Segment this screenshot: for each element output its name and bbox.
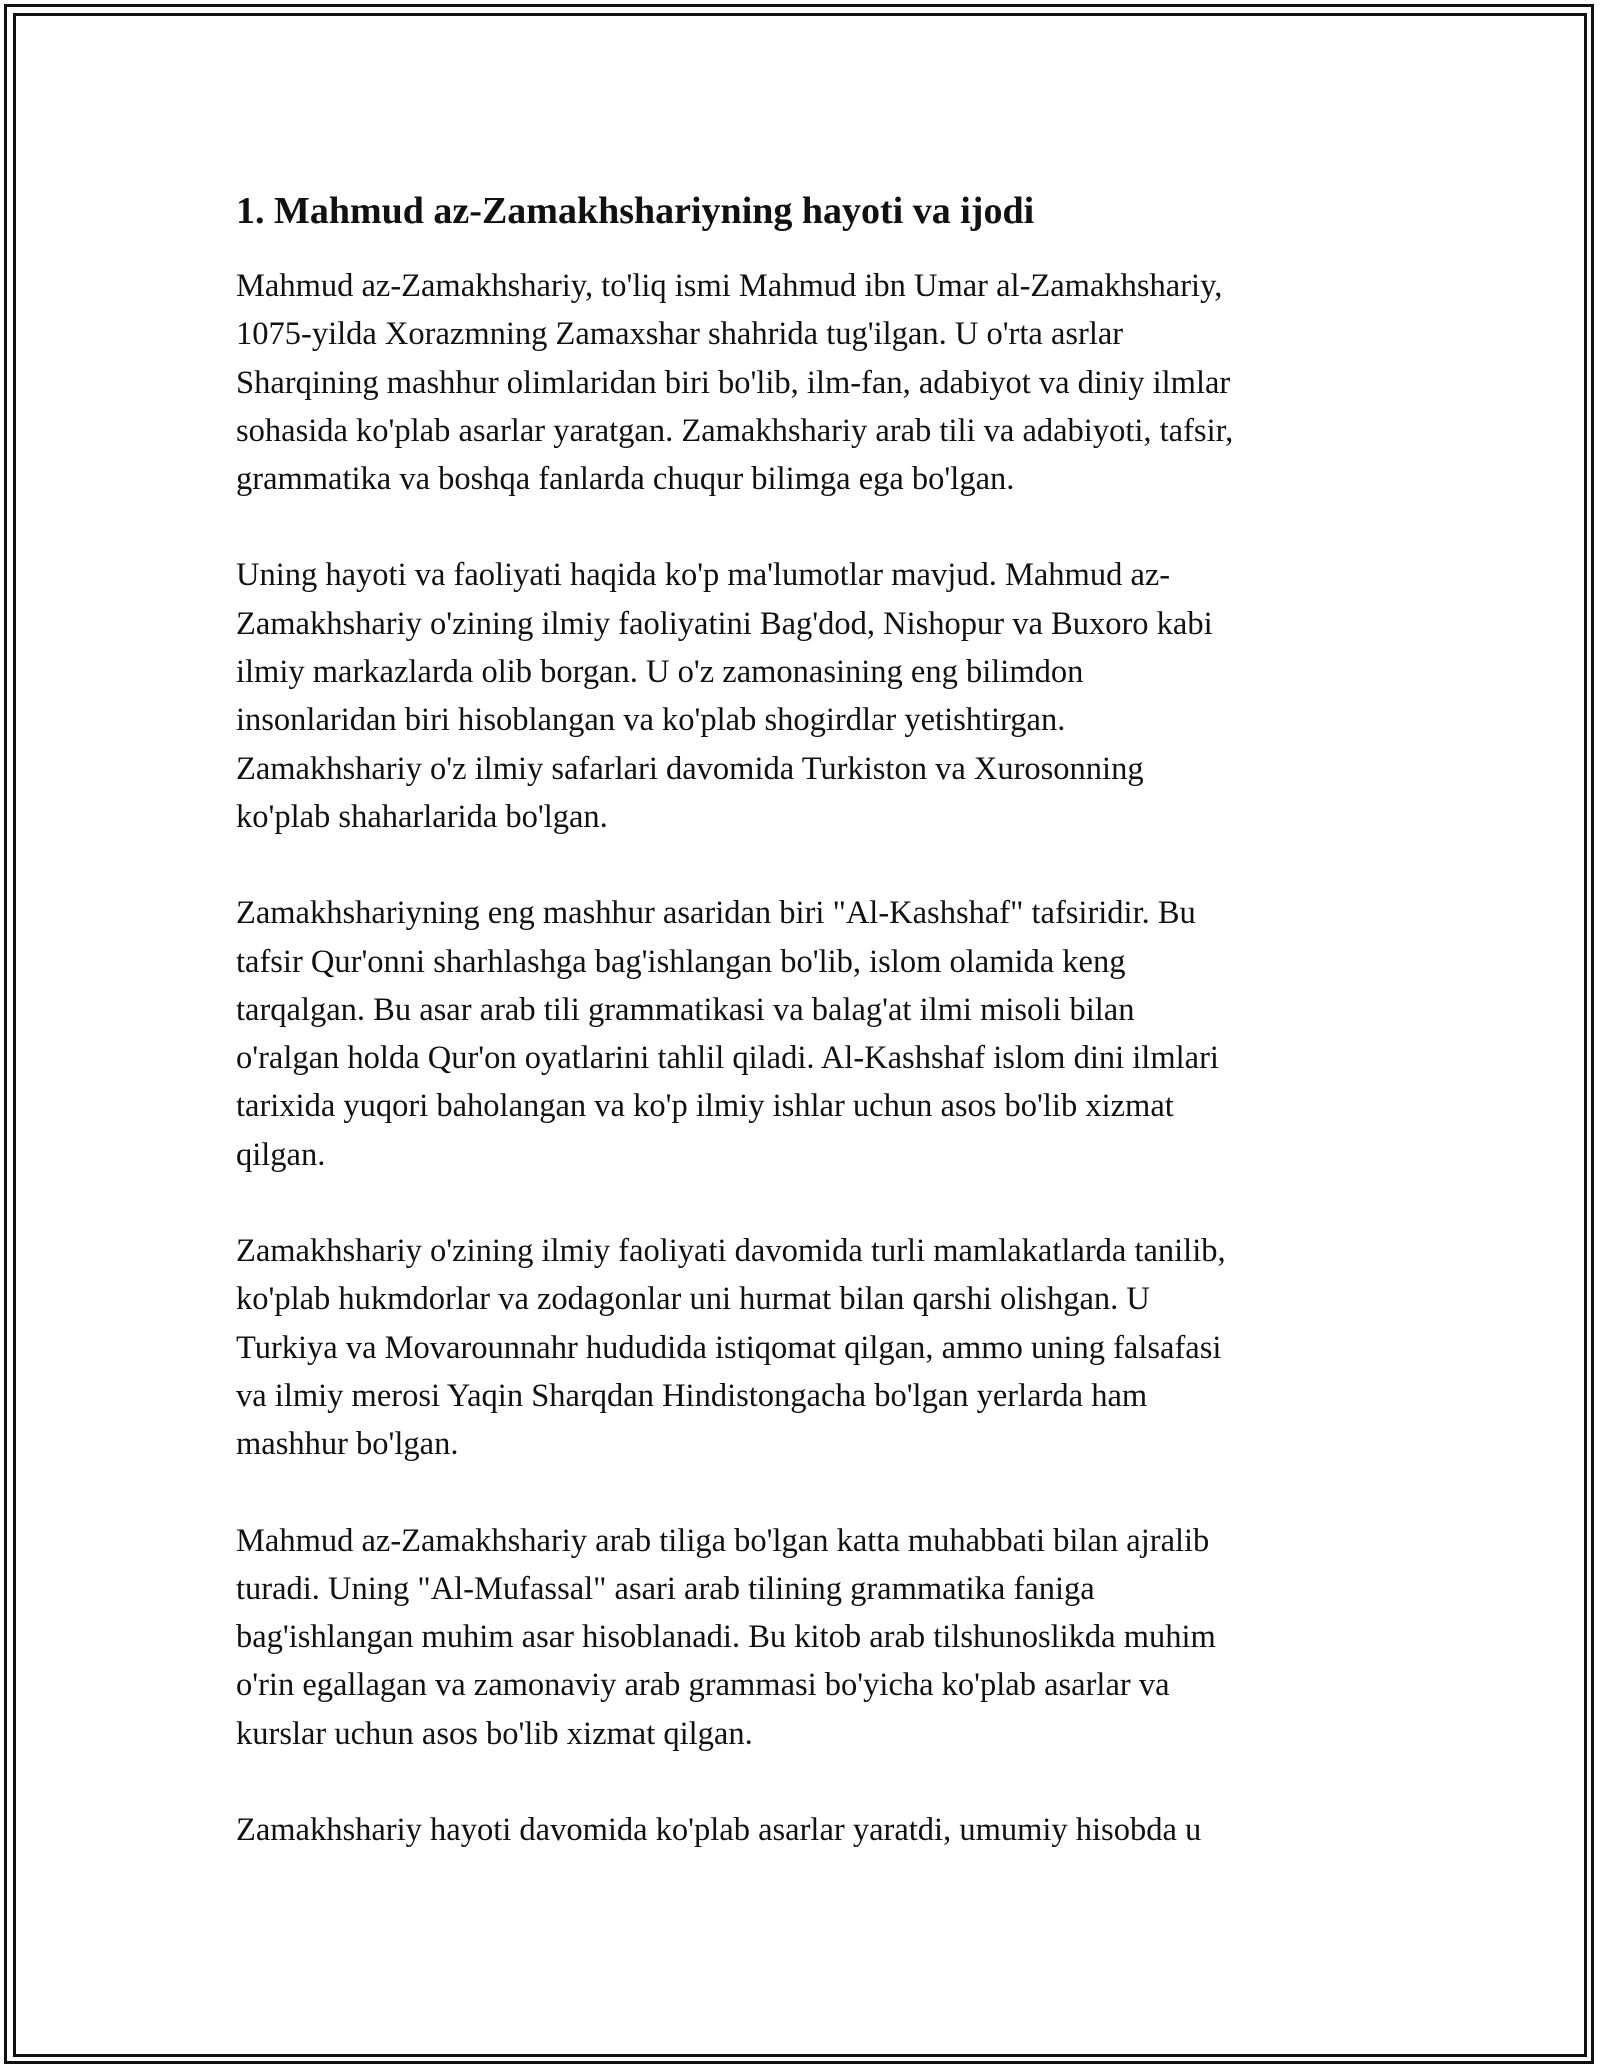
text-line: tarixida yuqori baholangan va ko'p ilmiy ishlar uchun asos bo'lib xizmat [236,1088,1174,1125]
text-line: tafsir Qur'onni sharhlashga bag'ishlangan bo'lib, islom olamida keng [236,943,1126,980]
text-line: Mahmud az-Zamakhshariy, to'liq ismi Mahmud ibn Umar al-Zamakhshariy, [236,268,1223,304]
paragraph-5 [236,1517,1366,1758]
text-line: insonlaridan biri hisoblangan va ko'plab shogirdlar yetishtirgan. [236,702,1066,739]
text-line: ko'plab shaharlarida bo'lgan. [236,798,608,835]
paragraph-1 [236,262,1366,503]
text-line: Zamakhshariy o'zining ilmiy faoliyatini Bag'dod, Nishopur va Buxoro kabi [236,605,1213,642]
text-line: o'ralgan holda Qur'on oyatlarini tahlil qiladi. Al-Kashshaf islom dini ilmlari [236,1040,1219,1077]
text-line: Zamakhshariy o'zining ilmiy faoliyati davomida turli mamlakatlarda tanilib, [236,1233,1226,1270]
text-line: Zamakhshariy hayoti davomida ko'plab asarlar yaratdi, umumiy hisobda u [236,1812,1202,1849]
paragraph-4 [236,1227,1366,1468]
text-line: sohasida ko'plab asarlar yaratgan. Zamakhshariy arab tili va adabiyoti, tafsir, [236,412,1234,449]
text-line: Sharqining mashhur olimlaridan biri bo'lib, ilm-fan, adabiyot va diniy ilmlar [236,364,1231,401]
text-line: turadi. Uning "Al-Mufassal" asari arab tilining grammatika faniga [236,1570,1095,1607]
paragraph-6 [236,1806,1366,1854]
text-line: kurslar uchun asos bo'lib xizmat qilgan. [236,1715,753,1752]
document-body [236,186,1366,1902]
text-line: Uning hayoti va faoliyati haqida ko'p ma'lumotlar mavjud. Mahmud az- [236,557,1171,594]
text-line: o'rin egallagan va zamonaviy arab grammasi bo'yicha ko'plab asarlar va [236,1667,1170,1704]
text-line: 1075-yilda Xorazmning Zamaxshar shahrida tug'ilgan. U o'rta asrlar [236,316,1124,353]
text-line: qilgan. [236,1136,326,1173]
text-line: grammatika va boshqa fanlarda chuqur bilimga ega bo'lgan. [236,461,1015,498]
section-heading: 1. Mahmud az-Zamakhshariyning hayoti va ijodi [236,190,1035,232]
text-line: Mahmud az-Zamakhshariy arab tiliga bo'lgan katta muhabbati bilan ajralib [236,1522,1210,1559]
text-line: bag'ishlangan muhim asar hisoblanadi. Bu kitob arab tilshunoslikda muhim [236,1619,1216,1656]
paragraph-2 [236,551,1366,841]
text-line: Zamakhshariy o'z ilmiy safarlari davomida Turkiston va Xurosonning [236,750,1144,787]
text-line: ko'plab hukmdorlar va zodagonlar uni hurmat bilan qarshi olishgan. U [236,1281,1150,1318]
text-line: ilmiy markazlarda olib borgan. U o'z zamonasining eng bilimdon [236,654,1084,691]
text-line: va ilmiy merosi Yaqin Sharqdan Hindistongacha bo'lgan yerlarda ham [236,1377,1148,1414]
paragraph-3 [236,889,1366,1179]
text-line: Turkiya va Movarounnahr hududida istiqomat qilgan, ammo uning falsafasi [236,1329,1222,1366]
text-line: mashhur bo'lgan. [236,1426,459,1463]
text-line: tarqalgan. Bu asar arab tili grammatikasi va balag'at ilmi misoli bilan [236,991,1135,1028]
text-line: Zamakhshariyning eng mashhur asaridan biri "Al-Kashshaf" tafsiridir. Bu [236,895,1196,932]
